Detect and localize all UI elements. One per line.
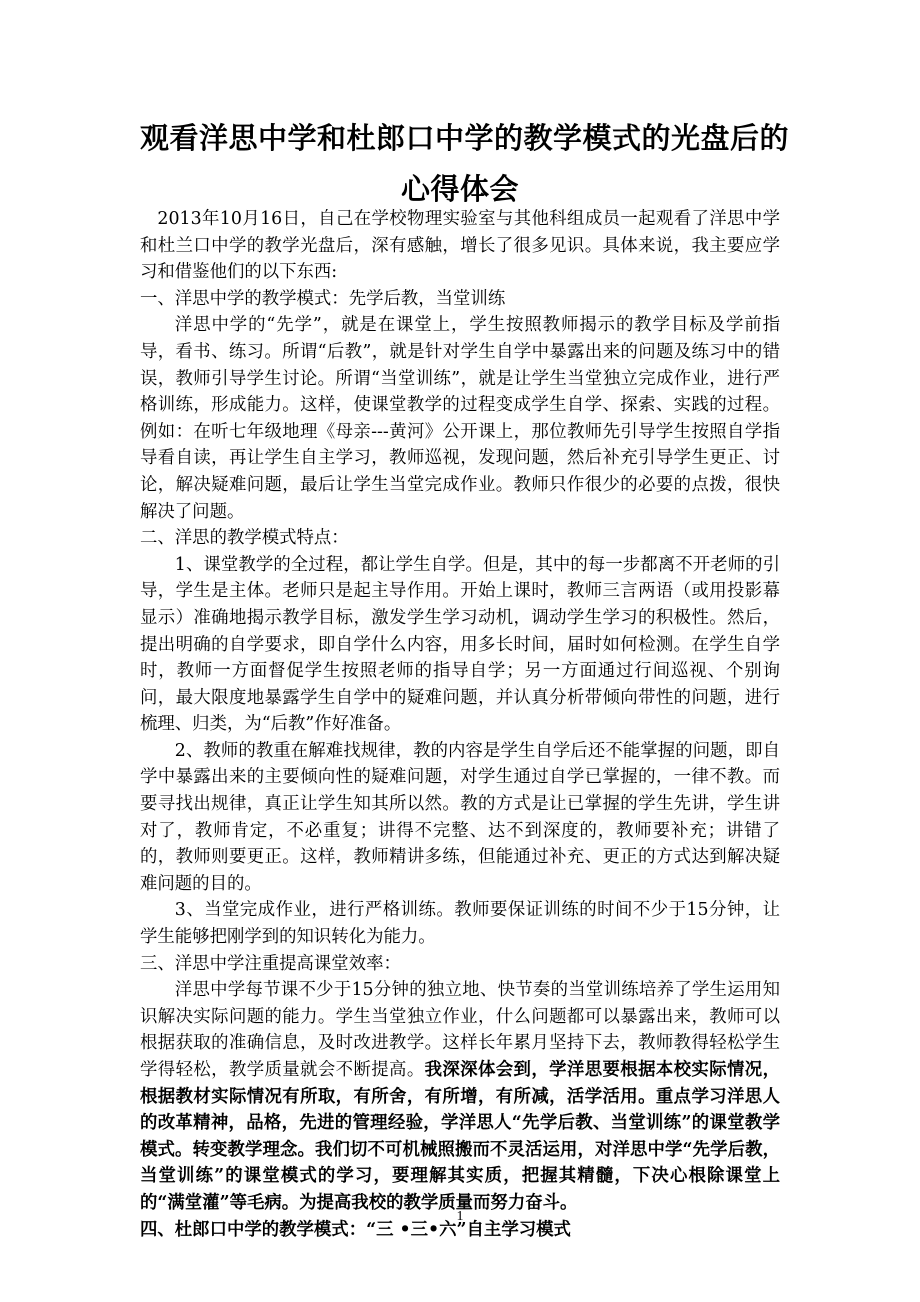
document-body: [140, 206, 780, 1243]
section-heading-1: 一、洋思中学的教学模式：先学后教，当堂训练: [140, 288, 506, 309]
document-title-line-2: 心得体会: [400, 172, 519, 206]
section-heading-2: 二、洋思的教学模式特点：: [140, 528, 349, 549]
intro-paragraph: 2013年10月16日，自己在学校物理实验室与其他科组成员一起观看了洋思中学和杜兰口中学的教学光盘后，深有感触，增长了很多见识。具体来说，我主要应学习和借鉴他们的以下东西:: [140, 209, 780, 283]
section-heading-3: 三、洋思中学注重提高课堂效率：: [140, 953, 401, 974]
section-3-paragraph: [140, 977, 780, 1216]
section-heading-4: 四、杜郎口中学的教学模式：“三 •三•六”自主学习模式: [140, 1219, 571, 1240]
feature-item-3: 3、当堂完成作业，进行严格训练。教师要保证训练的时间不少于15分钟，让学生能够把刚学到的知识转化为能力。: [140, 900, 780, 948]
feature-item-1: 1、课堂教学的全过程，都让学生自学。但是，其中的每一步都离不开老师的引导，学生是主体。老师只是起主导作用。开始上课时，教师三言两语（或用投影幕显示）准确地揭示教学目标，激发学生学习动机，调动学生学习的积极性。然后，提出明确的自学要求，即自学什么内容，用多长时间，届时如何检测。在学生自学时，教师一方面督促学生按照老师的指导自学；另一方面通过行间巡视、个别询问，最大限度地暴露学生自学中的疑难问题，并认真分析带倾向带性的问题，进行梳理、归类，为“后教”作好准备。: [140, 554, 780, 735]
section-3-text: 洋思中学每节课不少于15分钟的独立地、快节奏的当堂训练培养了学生运用知识解决实际问题的能力。学生当堂独立作业，什么问题都可以暴露出来，教师可以根据获取的准确信息，及时改进教学。这样长年累月坚持下去，教师教得轻松学生学得轻松，教学质量就会不断提高。: [140, 980, 780, 1080]
section-3-reflection-bold: 我深深体会到，学洋思要根据本校实际情况，根据教材实际情况有所取，有所舍，有所增，有所减，活学活用。重点学习洋思人的改革精神，品格，先进的管理经验，学洋思人“先学后教、当堂训练”的课堂教学模式。转变教学理念。我们切不可机械照搬而不灵活运用，对洋思中学“先学后教，当堂训练”的课堂模式的学习，要理解其实质，把握其精髓，下决心根除课堂上的“满堂灌”等毛病。为提高我校的教学质量而努力奋斗。: [140, 1060, 780, 1213]
feature-item-2: 2、教师的教重在解难找规律，教的内容是学生自学后还不能掌握的问题，即自学中暴露出来的主要倾向性的疑难问题，对学生通过自学已掌握的，一律不教。而要寻找出规律，真正让学生知其所以然。教的方式是让已掌握的学生先讲，学生讲对了，教师肯定，不必重复；讲得不完整、达不到深度的，教师要补充；讲错了的，教师则要更正。这样，教师精讲多练，但能通过补充、更正的方式达到解决疑难问题的目的。: [140, 740, 780, 894]
document-title-line-1: 观看洋思中学和杜郎口中学的教学模式的光盘后的: [140, 121, 790, 155]
section-1-paragraph: 洋思中学的“先学”，就是在课堂上，学生按照教师揭示的教学目标及学前指导，看书、练习。所谓“后教”，就是针对学生自学中暴露出来的问题及练习中的错误，教师引导学生讨论。所谓“当堂训练”，就是让学生当堂独立完成作业，进行严格训练，形成能力。这样，使课堂教学的过程变成学生自学、探索、实践的过程。例如：在听七年级地理《母亲---黄河》公开课上，那位教师先引导学生按照自学指导看自读，再让学生自主学习，教师巡视，发现问题，然后补充引导学生更正、讨论，解决疑难问题，最后让学生当堂完成作业。教师只作很少的必要的点拨，很快解决了问题。: [140, 315, 780, 522]
page-number: 1: [456, 1209, 464, 1224]
